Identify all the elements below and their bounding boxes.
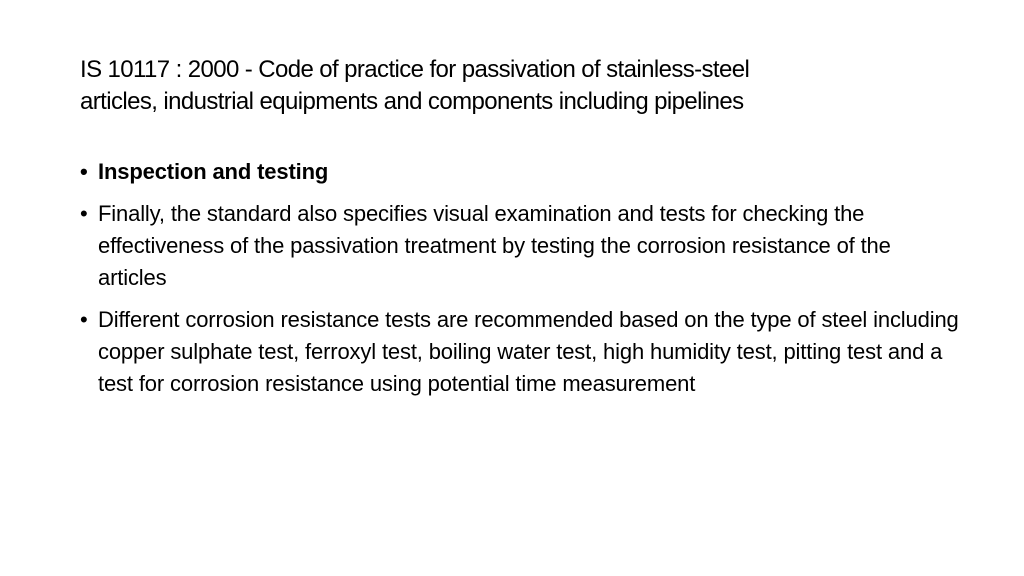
slide-title bbox=[80, 54, 960, 118]
slide-title-line-2: articles, industrial equipments and components including pipelines bbox=[80, 88, 744, 115]
bullet-corrosion-tests: • Different corrosion resistance tests are recommended based on the type of steel including copper sulphate test, ferroxyl test, boiling water test, high humidity test, pitting test and a test for corrosion resistance using potential time measurement bbox=[80, 304, 960, 400]
bullet-list bbox=[80, 156, 960, 410]
bullet-visual-examination: • Finally, the standard also specifies visual examination and tests for checking the effectiveness of the passivation treatment by testing the corrosion resistance of the articles bbox=[80, 198, 960, 294]
bullet-inspection-heading: • Inspection and testing bbox=[80, 156, 960, 188]
slide-title-line-1: IS 10117 : 2000 - Code of practice for passivation of stainless-steel bbox=[80, 56, 750, 83]
